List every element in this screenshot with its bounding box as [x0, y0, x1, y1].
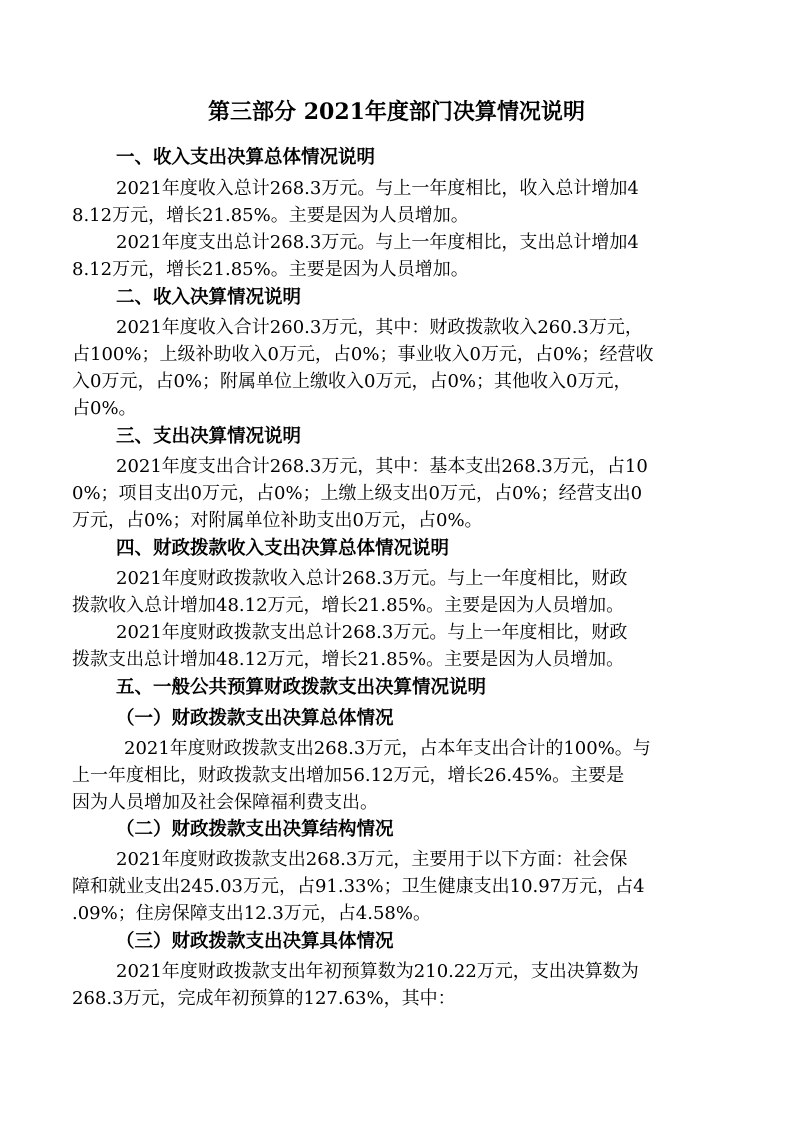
paragraph-line: 8.12万元，增长21.85%。主要是因为人员增加。	[72, 205, 469, 226]
paragraph-line: 2021年度支出总计268.3万元。与上一年度相比，支出总计增加4	[116, 232, 639, 253]
paragraph-line: 2021年度支出合计268.3万元，其中：基本支出268.3万元，占10	[116, 456, 648, 477]
paragraph-line: 因为人员增加及社会保障福利费支出。	[72, 792, 378, 813]
paragraph-line: 占100%；上级补助收入0万元，占0%；事业收入0万元，占0%；经营收	[72, 344, 654, 365]
section-heading: 五、一般公共预算财政拨款支出决算情况说明	[116, 677, 487, 698]
paragraph-line: 0%；项目支出0万元，占0%；上缴上级支出0万元，占0%；经营支出0	[72, 483, 643, 504]
subsection-heading: （一）财政拨款支出决算总体情况	[116, 708, 394, 729]
paragraph-line: 占0%。	[72, 398, 137, 419]
paragraph-line: 2021年度财政拨款支出年初预算数为210.22万元，支出决算数为	[116, 961, 639, 982]
paragraph-line: 上一年度相比，财政拨款支出增加56.12万元，增长26.45%。主要是	[72, 765, 625, 786]
paragraph-line: 268.3万元，完成年初预算的127.63%，其中：	[72, 988, 456, 1009]
paragraph-line: 2021年度收入合计260.3万元，其中：财政拨款收入260.3万元，	[116, 317, 643, 338]
paragraph-line: 障和就业支出245.03万元，占91.33%；卫生健康支出10.97万元，占4	[72, 876, 645, 897]
paragraph-line: 2021年度收入总计268.3万元。与上一年度相比，收入总计增加4	[116, 178, 639, 199]
section-heading: 三、支出决算情况说明	[116, 426, 302, 447]
paragraph-line: 入0万元，占0%；附属单位上缴收入0万元，占0%；其他收入0万元，	[72, 371, 632, 392]
subsection-heading: （三）财政拨款支出决算具体情况	[116, 931, 394, 952]
section-heading: 一、收入支出决算总体情况说明	[116, 147, 376, 168]
section-heading: 四、财政拨款收入支出决算总体情况说明	[116, 538, 450, 559]
paragraph-line: 万元，占0%；对附属单位补助支出0万元，占0%。	[72, 510, 483, 531]
paragraph-line: 8.12万元，增长21.85%。主要是因为人员增加。	[72, 259, 469, 280]
paragraph-line: 2021年度财政拨款收入总计268.3万元。与上一年度相比，财政	[116, 568, 628, 589]
paragraph-line: 拨款收入总计增加48.12万元，增长21.85%。主要是因为人员增加。	[72, 595, 625, 616]
document-title: 第三部分 2021年度部门决算情况说明	[208, 99, 585, 125]
paragraph-line: 2021年度财政拨款支出总计268.3万元。与上一年度相比，财政	[116, 622, 628, 643]
paragraph-line: .09%；住房保障支出12.3万元，占4.58%。	[72, 903, 431, 924]
paragraph-line: 拨款支出总计增加48.12万元，增长21.85%。主要是因为人员增加。	[72, 649, 625, 670]
paragraph-line: 2021年度财政拨款支出268.3万元，占本年支出合计的100%。与	[124, 738, 651, 759]
paragraph-line: 2021年度财政拨款支出268.3万元，主要用于以下方面：社会保	[116, 849, 628, 870]
subsection-heading: （二）财政拨款支出决算结构情况	[116, 819, 394, 840]
section-heading: 二、收入决算情况说明	[116, 287, 302, 308]
